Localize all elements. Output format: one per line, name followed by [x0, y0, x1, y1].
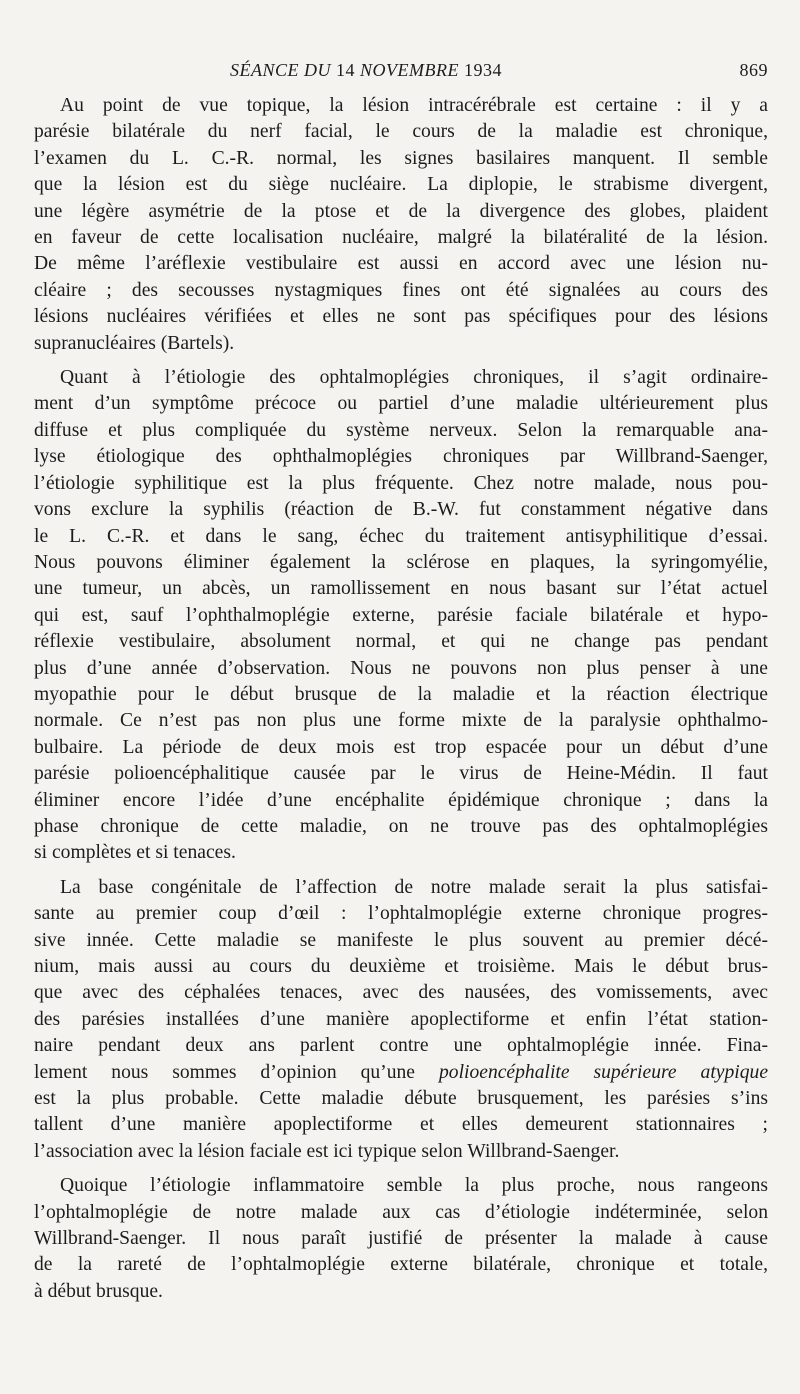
text-line: tallent d’une manière apoplectiforme et elles demeurent stationnaires ; — [34, 1114, 768, 1136]
running-title-day: 14 — [336, 60, 355, 80]
running-header — [34, 60, 768, 86]
text-line: qui est, sauf l’ophthalmoplégie externe, parésie faciale bilatérale et hypo- — [34, 604, 768, 626]
text-line: nium, mais aussi au cours du deuxième et troisième. Mais le début brus- — [34, 956, 768, 977]
page-number: 869 — [739, 60, 768, 80]
paragraph — [34, 93, 768, 357]
text-line: que la lésion est du siège nucléaire. La diplopie, le strabisme divergent, — [34, 174, 768, 196]
text-line: de la rareté de l’ophtalmoplégie externe bilatérale, chronique et totale, — [34, 1254, 768, 1276]
text-line: lésions nucléaires vérifiées et elles ne sont pas spécifiques pour des lésions — [34, 306, 768, 328]
text-line: phase chronique de cette maladie, on ne trouve pas des ophtalmoplégies — [34, 815, 768, 837]
text-line: cléaire ; des secousses nystagmiques fines ont été signalées au cours des — [34, 279, 768, 301]
article-body — [34, 93, 768, 1313]
text-line: Nous pouvons éliminer également la sclérose en plaques, la syringomyélie, — [34, 551, 768, 573]
text-line: normale. Ce n’est pas non plus une forme mixte de la paralysie ophthalmo- — [34, 710, 768, 732]
text-line: est la plus probable. Cette maladie débute brusquement, les parésies s’ins — [34, 1088, 768, 1110]
paragraph — [34, 365, 768, 867]
text-line: le L. C.-R. et dans le sang, échec du traitement antisyphilitique d’essai. — [34, 525, 768, 547]
text-line: à début brusque. — [34, 1280, 163, 1302]
text-line: l’étiologie syphilitique est la plus fréquente. Chez notre malade, nous pou- — [34, 472, 768, 494]
running-title — [230, 60, 502, 81]
running-title-month: NOVEMBRE — [360, 60, 459, 80]
text-line: une légère asymétrie de la ptose et de la divergence des globes, plaident — [34, 200, 768, 222]
paragraph — [34, 875, 768, 1165]
text-line: sante au premier coup d’œil : l’ophtalmoplégie externe chronique progres- — [34, 903, 768, 925]
text-line: l’examen du L. C.-R. normal, les signes basilaires manquent. Il semble — [34, 147, 768, 169]
text-line: Quoique l’étiologie inflammatoire semble la plus proche, nous rangeons — [60, 1175, 768, 1197]
text-line: myopathie pour le début brusque de la maladie et la réaction électrique — [34, 683, 768, 705]
text-line: naire pendant deux ans parlent contre une ophtalmoplégie innée. Fina- — [34, 1035, 768, 1057]
text-line: De même l’aréflexie vestibulaire est aussi en accord avec une lésion nu- — [34, 253, 768, 275]
text-line: La base congénitale de l’affection de notre malade serait la plus satisfai- — [60, 876, 768, 898]
text-line: supranucléaires (Bartels). — [34, 332, 235, 354]
italic-term: polioencéphalite supérieure atypique — [438, 1061, 769, 1083]
text-line: en faveur de cette localisation nucléaire, malgré la bilatéralité de la lésion. — [34, 227, 768, 249]
text-line: une tumeur, un abcès, un ramollissement en nous basant sur l’état actuel — [34, 578, 768, 600]
text-line: que avec des céphalées tenaces, avec des nausées, des vomissements, avec — [34, 982, 768, 1004]
running-title-seance: SÉANCE DU — [230, 60, 331, 80]
text-line: lyse étiologique des ophthalmoplégies chroniques par Willbrand-Saenger, — [34, 446, 768, 468]
text-line: des parésies installées d’une manière apoplectiforme et enfin l’état station- — [34, 1008, 768, 1030]
text-line: Willbrand-Saenger. Il nous paraît justifié de présenter la malade à cause — [34, 1228, 768, 1250]
text-line: ment d’un symptôme précoce ou partiel d’une maladie ultérieurement plus — [34, 393, 768, 415]
text-line: lement nous sommes d’opinion qu’une polioencéphalite supérieure atypique — [34, 1061, 769, 1083]
text-line: l’association avec la lésion faciale est ici typique selon Willbrand-Saenger. — [34, 1140, 620, 1162]
paragraph — [34, 1173, 768, 1305]
text-line: diffuse et plus compliquée du système nerveux. Selon la remarquable ana- — [34, 419, 768, 441]
text-line: sive innée. Cette maladie se manifeste le plus souvent au premier décé- — [34, 929, 768, 951]
text-line: réflexie vestibulaire, absolument normal, et qui ne change pas pendant — [34, 631, 768, 653]
running-title-year: 1934 — [463, 60, 502, 80]
text-line: l’ophtalmoplégie de notre malade aux cas d’étiologie indéterminée, selon — [34, 1201, 768, 1223]
text-line: éliminer encore l’idée d’une encéphalite épidémique chronique ; dans la — [34, 789, 768, 811]
text-line: Au point de vue topique, la lésion intracérébrale est certaine : il y a — [60, 95, 768, 116]
text-line: si complètes et si tenaces. — [34, 842, 236, 864]
text-line: Quant à l’étiologie des ophtalmoplégies chroniques, il s’agit ordinaire- — [60, 367, 768, 389]
text-line: bulbaire. La période de deux mois est trop espacée pour un début d’une — [34, 736, 768, 758]
text-line: parésie polioencéphalitique causée par le virus de Heine-Médin. Il faut — [34, 763, 768, 785]
text-line: plus d’une année d’observation. Nous ne pouvons non plus penser à une — [34, 657, 768, 679]
text-line: parésie bilatérale du nerf facial, le cours de la maladie est chronique, — [34, 121, 768, 143]
text-line: vons exclure la syphilis (réaction de B.-W. fut constamment négative dans — [34, 499, 768, 521]
